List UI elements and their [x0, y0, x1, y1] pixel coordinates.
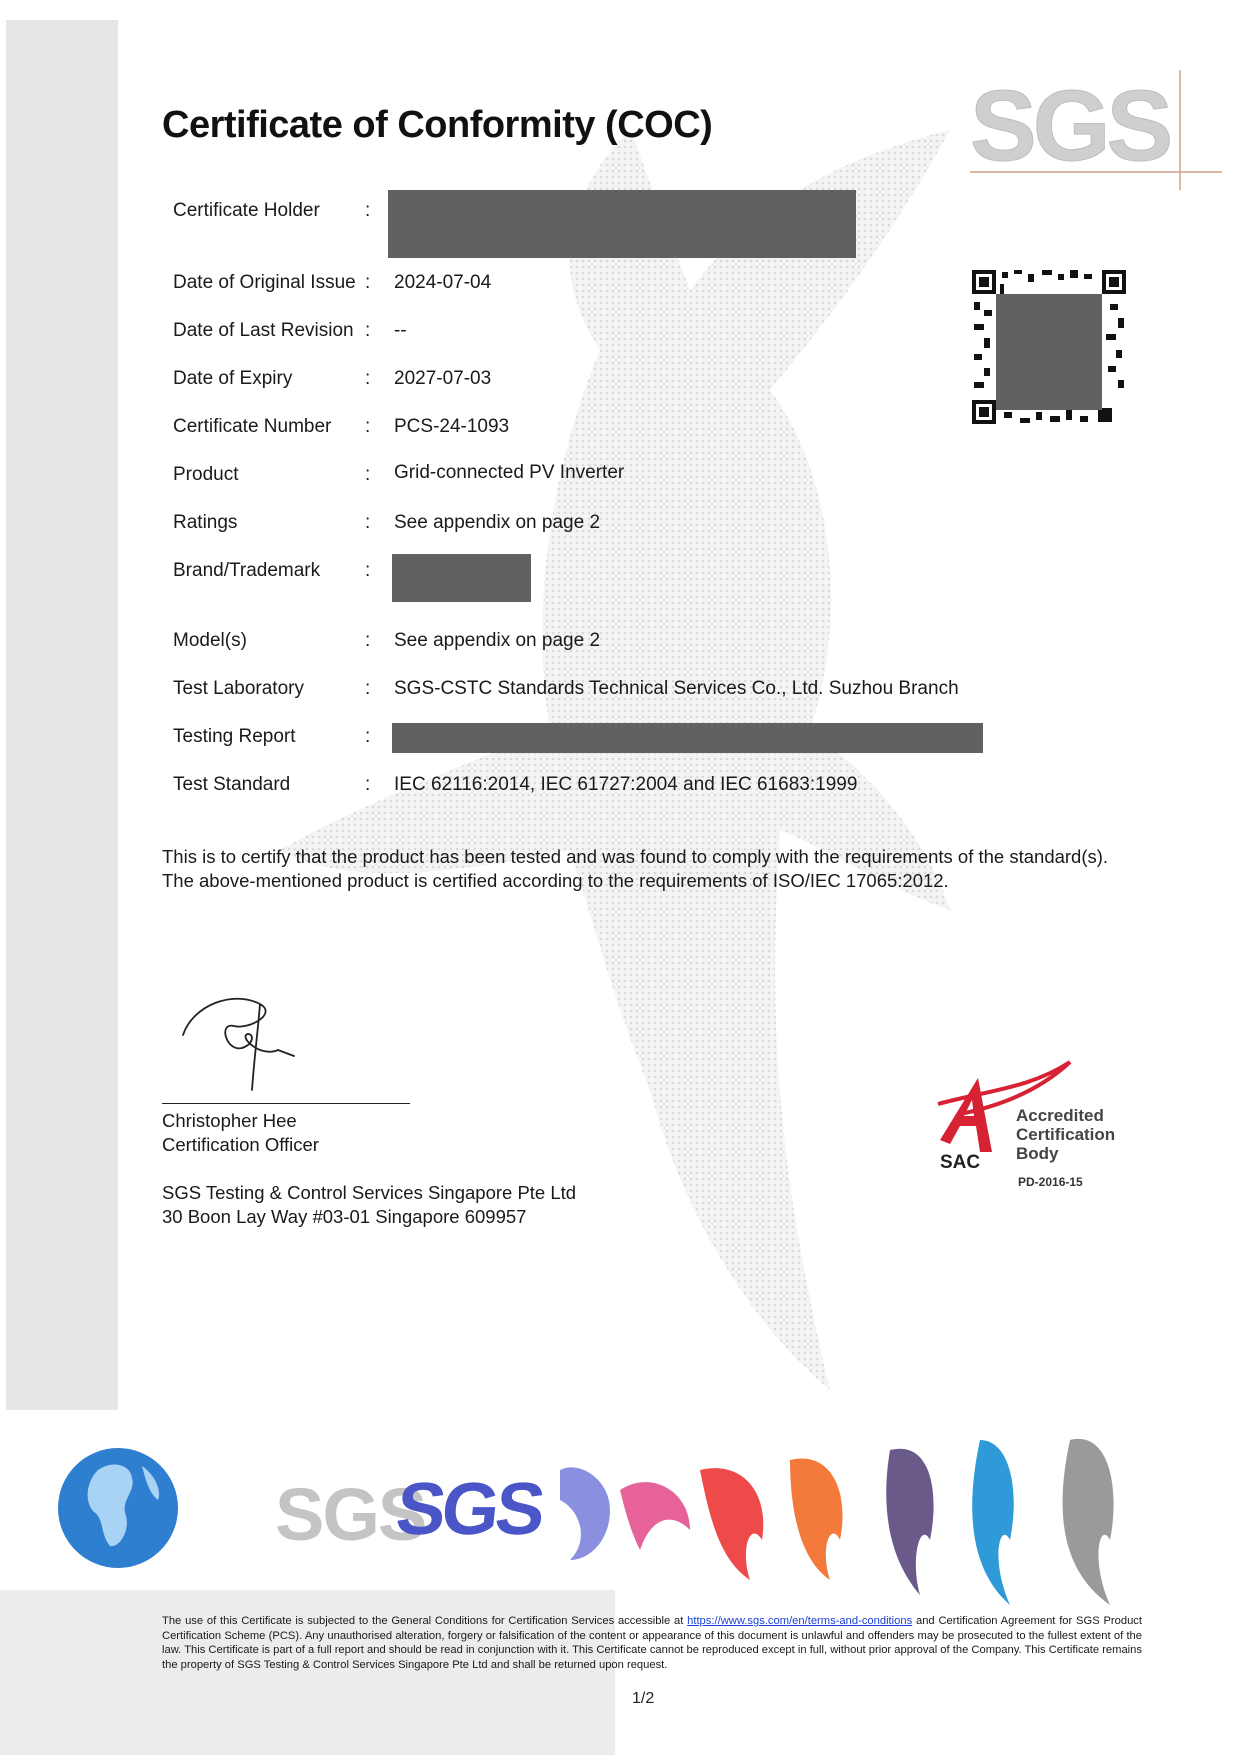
brand-redaction [392, 554, 531, 602]
accreditation-code: PD-2016-15 [1018, 1175, 1083, 1189]
signatory-name: Christopher Hee [162, 1110, 297, 1131]
field-colon: : [365, 560, 371, 581]
field-colon: : [365, 200, 371, 221]
field-value-last-revision: -- [394, 320, 407, 341]
field-value-certificate-number: PCS-24-1093 [394, 416, 510, 437]
field-label-brand: Brand/Trademark [173, 560, 321, 581]
field-label-expiry: Date of Expiry [173, 368, 293, 389]
testing-report-redaction [392, 723, 983, 753]
left-gray-band [6, 20, 118, 1410]
certification-statement-line2: The above-mentioned product is certified according to the requirements of ISO/IEC 17065:2012. [162, 870, 949, 891]
field-label-last-revision: Date of Last Revision [173, 320, 354, 341]
field-value-product: Grid-connected PV Inverter [394, 462, 625, 483]
sac-label: SAC [940, 1152, 981, 1173]
sgs-banner-graphic [50, 1430, 1180, 1610]
field-colon: : [365, 726, 371, 747]
field-value-ratings: See appendix on page 2 [394, 512, 601, 533]
signature-image [178, 990, 308, 1100]
field-label-product: Product [173, 464, 239, 485]
field-label-testing-report: Testing Report [173, 726, 296, 747]
accredited-label: Accredited [1016, 1106, 1104, 1125]
footer-terms [162, 1614, 1142, 1672]
field-label-models: Model(s) [173, 630, 247, 651]
signatory-title: Certification Officer [162, 1134, 319, 1155]
certificate-holder-redaction [388, 190, 856, 258]
certification-label: Certification [1016, 1125, 1116, 1144]
field-label-ratings: Ratings [173, 512, 238, 533]
sac-accreditation-logo [930, 1060, 1140, 1196]
field-value-original-issue: 2024-07-04 [394, 272, 492, 293]
field-value-expiry: 2027-07-03 [394, 368, 492, 389]
field-value-test-standard: IEC 62116:2014, IEC 61727:2004 and IEC 61683:1999 [394, 774, 858, 795]
qr-code [970, 268, 1128, 426]
field-colon: : [365, 630, 371, 651]
terms-link[interactable]: https://www.sgs.com/en/terms-and-conditions [687, 1615, 913, 1627]
field-label-test-standard: Test Standard [173, 774, 291, 795]
field-colon: : [365, 464, 371, 485]
page-title: Certificate of Conformity (COC) [162, 104, 713, 146]
footer-text-before-link: The use of this Certificate is subjected to the General Conditions for Certification Services accessible at [162, 1615, 688, 1627]
field-colon: : [365, 416, 371, 437]
sgs-logo-text: SGS [970, 70, 1170, 182]
body-label: Body [1016, 1144, 1059, 1163]
banner-sgs-gray: SGS [275, 1473, 426, 1556]
sgs-logo [970, 60, 1230, 190]
field-colon: : [365, 512, 371, 533]
field-label-certificate-number: Certificate Number [173, 416, 332, 437]
field-label-original-issue: Date of Original Issue [173, 272, 356, 293]
field-colon: : [365, 368, 371, 389]
signature-line [162, 1103, 410, 1104]
field-label-test-laboratory: Test Laboratory [173, 678, 304, 699]
field-value-models: See appendix on page 2 [394, 630, 601, 651]
page-number: 1/2 [632, 1690, 655, 1707]
field-colon: : [365, 774, 371, 795]
field-label-certificate-holder: Certificate Holder [173, 200, 320, 221]
company-name: SGS Testing & Control Services Singapore Pte Ltd [162, 1182, 577, 1203]
field-colon: : [365, 678, 371, 699]
banner-sgs-blue: SGS [392, 1467, 546, 1550]
qr-redaction [996, 294, 1102, 410]
company-address: 30 Boon Lay Way #03-01 Singapore 609957 [162, 1206, 527, 1227]
field-colon: : [365, 272, 371, 293]
certification-statement-line1: This is to certify that the product has been tested and was found to comply with the requirements of the standard(s). [162, 846, 1109, 867]
footer-text-after-link: and Certification Agreement for SGS Product Certification Scheme (PCS). Any unauthorised alteration, forgery or falsification of the content or appearance of this document is unlawful and offenders may be prosecuted to the fullest extent of the law. This Certificate is part of a full report and should be read in conjunction with it. This Certificate cannot be reproduced except in full, without prior approval of the Company. This Certificate remains the property of SGS Testing & Control Services Singapore Pte Ltd and shall be returned upon request. [162, 1615, 1142, 1671]
field-value-test-laboratory: SGS-CSTC Standards Technical Services Co., Ltd. Suzhou Branch [394, 678, 959, 699]
field-colon: : [365, 320, 371, 341]
globe-icon [58, 1448, 178, 1568]
